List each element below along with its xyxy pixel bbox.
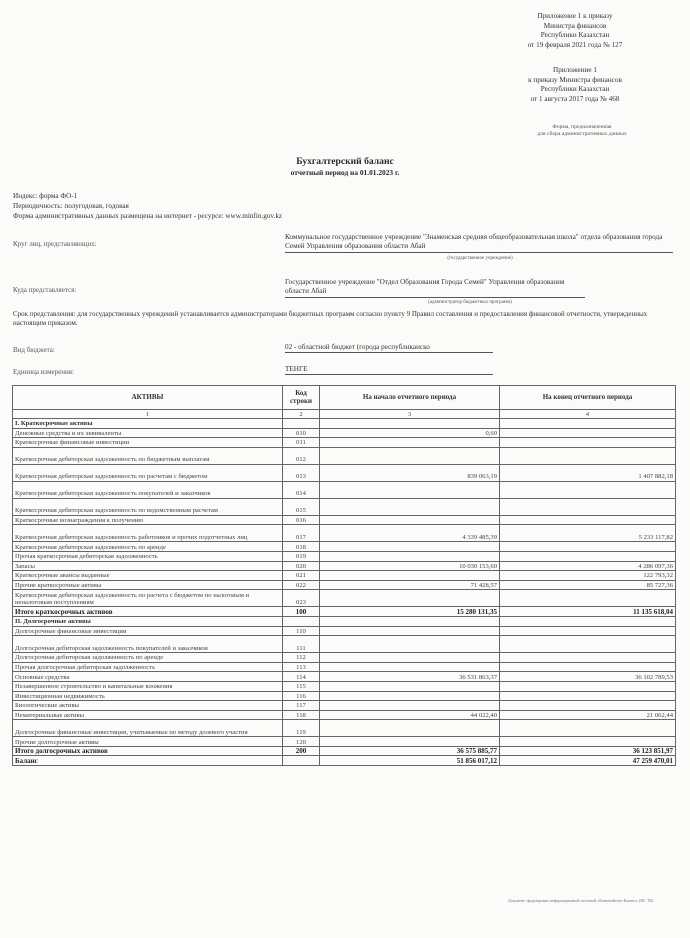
form-note-line: для сбора административных данных — [537, 131, 627, 138]
row-start-value — [320, 447, 500, 464]
row-start-value — [320, 571, 500, 581]
table-row — [13, 653, 676, 663]
table-row — [13, 561, 676, 571]
row-end-value — [500, 447, 676, 464]
balance-table — [12, 385, 676, 766]
row-code: 115 — [283, 681, 320, 691]
row-end-value — [500, 428, 676, 438]
row-start-value — [320, 616, 500, 626]
where-label: Куда представляется: — [13, 286, 77, 294]
row-start-value — [320, 542, 500, 552]
appendix-line: Приложение 1 — [553, 66, 597, 74]
row-end-value — [500, 662, 676, 672]
circle-label: Круг лиц, представляющих: — [13, 240, 97, 248]
row-end-value — [500, 551, 676, 561]
row-name: Долгосрочная дебиторская задолженность по аренде — [13, 653, 283, 663]
table-row — [13, 464, 676, 481]
table-row — [13, 515, 676, 525]
appendix-line: Министра финансов — [543, 21, 607, 30]
table-row — [13, 710, 676, 720]
row-start-value: 839 063,19 — [320, 464, 500, 481]
appendix-order-127 — [505, 12, 645, 50]
row-end-value — [500, 653, 676, 663]
table-row — [13, 672, 676, 682]
row-name: Краткосрочная дебиторская задолженность по расчетам с бюджетом — [13, 464, 283, 481]
index-cell: 1 — [13, 410, 283, 419]
table-row — [13, 438, 676, 448]
row-end-value — [500, 737, 676, 747]
row-end-value: 1 407 882,18 — [500, 464, 676, 481]
header-start: На начало отчетного периода — [320, 386, 500, 410]
row-name: Долгосрочные финансовые инвестиции — [13, 626, 283, 636]
table-row — [13, 701, 676, 711]
index-cell: 4 — [500, 410, 676, 419]
row-code — [283, 419, 320, 429]
table-row — [13, 498, 676, 515]
row-name: Прочая краткосрочная дебиторская задолженность — [13, 551, 283, 561]
row-name: Краткосрочная дебиторская задолженность по ведомственным расчетам — [13, 498, 283, 515]
row-start-value — [320, 681, 500, 691]
where-value: Государственное учреждение "Отдел Образования Города Семей" Управления образования области Абай — [285, 278, 585, 298]
row-name: Прочие краткосрочные активы — [13, 580, 283, 590]
index-cell: 2 — [283, 410, 320, 419]
row-start-value — [320, 662, 500, 672]
row-code: 200 — [283, 746, 320, 756]
row-code: 116 — [283, 691, 320, 701]
appendix-line: к приказу Министра финансов — [528, 75, 622, 84]
row-start-value: 36 575 885,77 — [320, 746, 500, 756]
row-end-value — [500, 691, 676, 701]
row-name: Краткосрочные финансовые инвестиции — [13, 438, 283, 448]
table-row — [13, 447, 676, 464]
table-row — [13, 542, 676, 552]
form-index: Индекс: форма ФО-1 — [13, 192, 78, 200]
row-start-value — [320, 626, 500, 636]
row-code: 111 — [283, 636, 320, 653]
row-end-value — [500, 616, 676, 626]
submission-deadline: Срок представления: для государственных учреждений устанавливается администраторами бюджетных программ согласно пункту 9 Правил составления и предоставления финансовой отчетности, утвержденных настоящим приказом. — [13, 310, 648, 327]
row-start-value — [320, 481, 500, 498]
index-cell: 3 — [320, 410, 500, 419]
circle-note: (государственное учреждение) — [447, 256, 513, 261]
row-start-value — [320, 701, 500, 711]
budget-value: 02 - областной бюджет (города республиканско — [285, 343, 493, 353]
row-code: 112 — [283, 653, 320, 663]
table-row — [13, 616, 676, 626]
row-end-value — [500, 590, 676, 607]
table-row — [13, 580, 676, 590]
row-code: 013 — [283, 464, 320, 481]
row-start-value — [320, 737, 500, 747]
row-end-value: 36 102 789,53 — [500, 672, 676, 682]
budget-label: Вид бюджета: — [13, 346, 55, 354]
row-start-value — [320, 653, 500, 663]
row-start-value — [320, 438, 500, 448]
row-code: 015 — [283, 498, 320, 515]
row-start-value: 51 856 017,12 — [320, 756, 500, 766]
row-code — [283, 616, 320, 626]
table-row — [13, 756, 676, 766]
appendix-line: от 19 февраля 2021 года № 127 — [527, 40, 623, 49]
row-name: Баланс — [13, 756, 283, 766]
row-code: 119 — [283, 720, 320, 737]
row-code: 120 — [283, 737, 320, 747]
table-row — [13, 525, 676, 542]
table-row — [13, 636, 676, 653]
row-start-value — [320, 419, 500, 429]
row-name: Долгосрочная дебиторская задолженность покупателей и заказчиков — [13, 636, 283, 653]
row-code: 021 — [283, 571, 320, 581]
row-start-value: 36 531 863,37 — [320, 672, 500, 682]
row-end-value — [500, 701, 676, 711]
form-note-line: Форма, предназначенная — [552, 124, 612, 130]
table-row — [13, 481, 676, 498]
row-name: Незавершенное строительство и капитальные вложения — [13, 681, 283, 691]
row-end-value: 85 727,36 — [500, 580, 676, 590]
table-row — [13, 571, 676, 581]
header-end: На конец отчетного периода — [500, 386, 676, 410]
row-name: Краткосрочная дебиторская задолженность по аренде — [13, 542, 283, 552]
row-name: Краткосрочные вознаграждения к получению — [13, 515, 283, 525]
row-code: 014 — [283, 481, 320, 498]
row-name: Основные средства — [13, 672, 283, 682]
row-name: Денежные средства и их эквиваленты — [13, 428, 283, 438]
row-code: 012 — [283, 447, 320, 464]
row-code: 010 — [283, 428, 320, 438]
row-end-value: 21 062,44 — [500, 710, 676, 720]
table-row — [13, 737, 676, 747]
row-code: 100 — [283, 607, 320, 617]
row-code: 117 — [283, 701, 320, 711]
row-name: Нематериальные активы — [13, 710, 283, 720]
header-code: Код строки — [283, 386, 320, 410]
row-end-value: 47 259 470,01 — [500, 756, 676, 766]
row-name: II. Долгосрочные активы — [13, 616, 283, 626]
table-row — [13, 428, 676, 438]
table-row — [13, 681, 676, 691]
row-start-value: 15 280 131,35 — [320, 607, 500, 617]
document-title: Бухгалтерский баланс — [296, 156, 394, 167]
row-name: Краткосрочные авансы выданные — [13, 571, 283, 581]
row-start-value: 10 030 153,60 — [320, 561, 500, 571]
header-assets: АКТИВЫ — [13, 386, 283, 410]
row-name: Краткосрочная дебиторская задолженность по расчета с бюджетом по налоговым и неналоговым поступлениям — [13, 590, 283, 607]
row-name: Биологические активы — [13, 701, 283, 711]
row-name: Краткосрочная дебиторская задолженность покупателей и заказчиков — [13, 481, 283, 498]
row-end-value — [500, 681, 676, 691]
appendix-line: Республики Казахстан — [540, 31, 610, 40]
row-end-value: 122 793,32 — [500, 571, 676, 581]
row-name: Прочая долгосрочная дебиторская задолженность — [13, 662, 283, 672]
row-code: 017 — [283, 525, 320, 542]
footer-note: Документ сформирован информационной системой «Казначейство-Клиент» (ИС ТК) — [508, 898, 654, 903]
row-end-value — [500, 626, 676, 636]
table-row — [13, 590, 676, 607]
row-name: I. Краткосрочные активы — [13, 419, 283, 429]
circle-value: Коммунальное государственное учреждение "Знаменская средняя общеобразовательная школа" отдела образования города Семей Управления образования области Абай — [285, 233, 673, 253]
row-name: Итого долгосрочных активов — [13, 746, 283, 756]
appendix-line: от 1 августа 2017 года № 468 — [530, 94, 620, 103]
periodicity: Периодичность: полугодовая, годовая — [13, 202, 129, 210]
row-end-value — [500, 419, 676, 429]
row-code: 019 — [283, 551, 320, 561]
balance-rows — [13, 419, 676, 766]
table-row — [13, 419, 676, 429]
row-code: 023 — [283, 590, 320, 607]
row-name: Итого краткосрочных активов — [13, 607, 283, 617]
row-code: 110 — [283, 626, 320, 636]
row-code: 018 — [283, 542, 320, 552]
row-end-value — [500, 636, 676, 653]
appendix-line: Республики Казахстан — [540, 85, 610, 94]
unit-value: ТЕНГЕ — [285, 365, 493, 375]
row-start-value — [320, 720, 500, 737]
row-code — [283, 756, 320, 766]
row-end-value — [500, 481, 676, 498]
row-end-value: 36 123 851,97 — [500, 746, 676, 756]
row-name: Долгосрочные финансовые инвестиции, учитываемые по методу долевого участия — [13, 720, 283, 737]
row-start-value — [320, 636, 500, 653]
row-end-value — [500, 438, 676, 448]
row-end-value: 11 135 618,04 — [500, 607, 676, 617]
table-row — [13, 607, 676, 617]
row-end-value: 5 233 117,82 — [500, 525, 676, 542]
appendix-line: Приложение 1 к приказу — [537, 12, 613, 20]
row-name: Прочие долгосрочные активы — [13, 737, 283, 747]
row-start-value — [320, 498, 500, 515]
row-name: Инвестиционная недвижимость — [13, 691, 283, 701]
row-start-value — [320, 590, 500, 607]
table-row — [13, 626, 676, 636]
row-end-value: 4 286 097,36 — [500, 561, 676, 571]
row-end-value — [500, 515, 676, 525]
row-start-value: 44 022,40 — [320, 710, 500, 720]
row-name: Краткосрочная дебиторская задолженность по бюджетным выплатам — [13, 447, 283, 464]
table-row — [13, 551, 676, 561]
row-start-value: 71 428,57 — [320, 580, 500, 590]
appendix-order-468 — [505, 66, 645, 104]
form-location: Форма административных данных размещена на интернет - ресурсе: www.minfin.gov.kz — [13, 212, 283, 220]
row-start-value — [320, 551, 500, 561]
form-note — [520, 124, 644, 138]
unit-label: Единица измерения: — [13, 368, 74, 376]
row-code: 114 — [283, 672, 320, 682]
row-code: 022 — [283, 580, 320, 590]
row-code: 020 — [283, 561, 320, 571]
row-end-value — [500, 720, 676, 737]
row-start-value: 0,60 — [320, 428, 500, 438]
row-end-value — [500, 498, 676, 515]
reporting-period: отчетный период на 01.01.2023 г. — [290, 168, 400, 177]
row-end-value — [500, 542, 676, 552]
row-code: 011 — [283, 438, 320, 448]
table-row — [13, 720, 676, 737]
table-row — [13, 662, 676, 672]
row-code: 113 — [283, 662, 320, 672]
row-start-value — [320, 691, 500, 701]
row-name: Запасы — [13, 561, 283, 571]
row-name: Краткосрочная дебиторская задолженность работников и прочих подотчетных лиц — [13, 525, 283, 542]
row-code: 118 — [283, 710, 320, 720]
table-row — [13, 746, 676, 756]
where-note: (администратор бюджетных программ) — [428, 300, 512, 305]
row-code: 016 — [283, 515, 320, 525]
table-row — [13, 691, 676, 701]
row-start-value — [320, 515, 500, 525]
row-start-value: 4 339 485,39 — [320, 525, 500, 542]
